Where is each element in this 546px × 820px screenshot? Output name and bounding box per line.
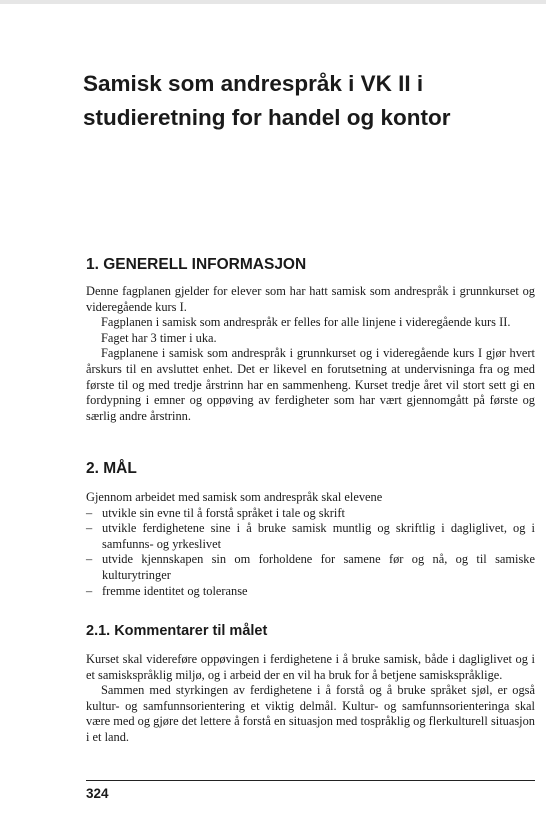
page-title: Samisk som andrespråk i VK II i studieretning for handel og kontor [83, 71, 451, 130]
list-item: – fremme identitet og toleranse [86, 584, 535, 600]
paragraph: Kurset skal videreføre oppøvingen i ferdighetene i å bruke samisk, både i dagliglivet og i et samiskspråklig miljø, og i arbeid der en vil ha bruk for å betjene samiskspråklige. [86, 652, 535, 682]
paragraph: Sammen med styrkingen av ferdighetene i å forstå og å bruke språket sjøl, er også kultur- og samfunnsorientering et viktig delmål. Kultur- og samfunnsorienteringa skal være med og gjøre det lettere å forstå en situasjon med tospråklig og flerkulturell situasjon i et land. [86, 683, 535, 744]
section-goal-comments-body [86, 652, 535, 746]
goals-intro: Gjennom arbeidet med samisk som andrespråk skal elevene [86, 490, 383, 504]
footer-rule [86, 780, 535, 781]
paragraph: Fagplanen i samisk som andrespråk er felles for alle linjene i videregående kurs II. [101, 315, 511, 330]
list-item: – utvide kjennskapen sin om forholdene for samene før og nå, og til samiske kulturytringer [86, 552, 535, 583]
section-goals-body [86, 490, 535, 599]
paragraph: Faget har 3 timer i uka. [101, 330, 217, 345]
page-number: 324 [86, 786, 109, 801]
section-heading-general-information: 1. GENERELL INFORMASJON [86, 256, 307, 273]
paragraph: Denne fagplanen gjelder for elever som har hatt samisk som andrespråk i grunnkurset og videregående kurs I. [86, 284, 535, 314]
section-heading-goals: 2. MÅL [86, 460, 137, 477]
goals-list [86, 506, 535, 600]
page-top-edge [0, 0, 546, 4]
paragraph: Fagplanene i samisk som andrespråk i grunnkurset og i videregående kurs I gjør hvert årskurs til en avsluttet enhet. Det er likevel en forutsetning at undervisninga fra og med første til og med tredje årstrinn har en sammenheng. Kurset tredje året vil stort sett gi en fordypning i emner og oppøving av ferdigheter som har vært gjennomgått på første og særlig andre årstrinn. [86, 346, 535, 423]
section-general-information-body [86, 284, 535, 424]
list-item: – utvikle ferdighetene sine i å bruke samisk muntlig og skriftlig i dagliglivet, og i samfunns- og yrkeslivet [86, 521, 535, 552]
section-heading-goal-comments: 2.1. Kommentarer til målet [86, 623, 268, 639]
list-item: – utvikle sin evne til å forstå språket i tale og skrift [86, 506, 535, 522]
